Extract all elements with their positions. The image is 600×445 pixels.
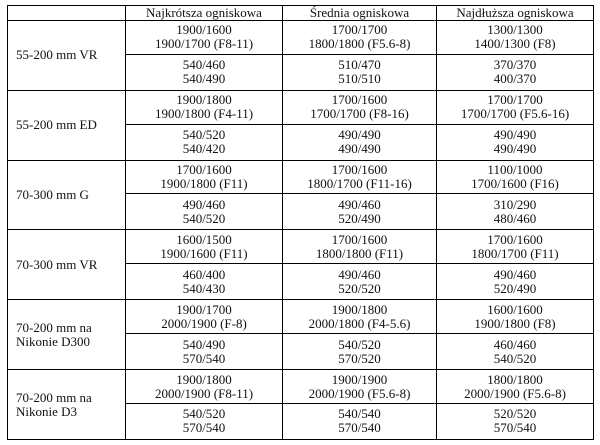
value-line: 540/490 [182, 71, 226, 87]
lens-name-cell: 55-200 mm ED [8, 90, 126, 160]
value-line: 460/460 [493, 336, 537, 352]
value-line: 1900/1600 (F11) [160, 245, 248, 261]
value-cell [283, 54, 437, 90]
value-cell [437, 300, 594, 334]
value-cell [283, 160, 437, 194]
value-line: 370/370 [493, 57, 537, 73]
header-row [8, 6, 594, 21]
value-line: 1800/1700 (F11) [471, 245, 559, 261]
value-cell [126, 334, 283, 370]
value-cell [126, 124, 283, 160]
value-line: 1800/1800 (F5.6-8) [308, 36, 411, 52]
value-line: 1700/1600 (F16) [471, 176, 559, 192]
value-line: 540/520 [182, 406, 226, 422]
value-cell [437, 21, 594, 55]
value-cell [437, 124, 594, 160]
value-line: 490/490 [493, 141, 537, 157]
value-line: 1900/1700 (F8-11) [154, 36, 254, 52]
value-line: 510/470 [338, 57, 381, 73]
value-line: 1700/1600 [487, 231, 543, 247]
table-row [8, 90, 594, 124]
value-line: 1700/1700 (F8-16) [310, 106, 409, 122]
value-cell [283, 403, 437, 439]
value-cell [437, 334, 594, 370]
table-row [8, 230, 594, 264]
value-cell [437, 403, 594, 439]
value-line: 540/520 [338, 336, 381, 352]
value-line: 1400/1300 (F8) [474, 36, 556, 52]
table-body [8, 21, 594, 440]
value-line: 460/400 [182, 266, 226, 282]
column-header-shortest: Najkrótsza ogniskowa [126, 6, 283, 21]
table-row [8, 21, 594, 55]
value-line: 1600/1500 [176, 231, 232, 247]
value-cell [126, 403, 283, 439]
value-line: 490/490 [493, 127, 537, 143]
value-cell [126, 300, 283, 334]
value-cell [283, 300, 437, 334]
value-cell [283, 370, 437, 404]
value-line: 1900/1800 [176, 92, 232, 108]
lens-name-cell: 70-300 mm VR [8, 230, 126, 300]
value-cell [283, 334, 437, 370]
value-line: 490/460 [338, 196, 381, 212]
value-line: 310/290 [493, 196, 537, 212]
value-line: 490/460 [338, 266, 381, 282]
column-header-longest: Najdłuższa ogniskowa [437, 6, 594, 21]
value-cell [283, 230, 437, 264]
value-line: 490/460 [493, 266, 537, 282]
value-cell [126, 194, 283, 230]
value-line: 480/460 [493, 210, 537, 226]
column-header-medium: Średnia ogniskowa [283, 6, 437, 21]
value-line: 1900/1800 [176, 371, 232, 387]
value-line: 1700/1600 [176, 162, 232, 178]
value-line: 1100/1000 [487, 162, 543, 178]
lens-name-cell: 70-200 mm na Nikonie D300 [8, 300, 126, 370]
value-cell [437, 370, 594, 404]
value-line: 540/520 [182, 210, 226, 226]
value-line: 510/510 [338, 71, 381, 87]
value-cell [437, 264, 594, 300]
value-line: 1900/1900 [331, 371, 388, 387]
value-line: 2000/1900 (F-8) [161, 315, 247, 331]
value-line: 1700/1700 [331, 22, 388, 38]
value-line: 490/490 [338, 141, 381, 157]
corner-cell [8, 6, 126, 21]
value-line: 2000/1900 (F8-11) [154, 385, 254, 401]
value-line: 1900/1800 (F4-11) [154, 106, 254, 122]
value-line: 1700/1600 [331, 162, 388, 178]
value-line: 490/460 [182, 196, 226, 212]
value-cell [126, 54, 283, 90]
value-line: 1800/1800 [487, 371, 543, 387]
resolution-table [7, 5, 594, 440]
value-line: 490/490 [338, 127, 381, 143]
lens-name-cell: 70-200 mm na Nikonie D3 [8, 370, 126, 440]
value-line: 2000/1900 (F5.6-8) [308, 385, 411, 401]
value-line: 540/430 [182, 280, 226, 296]
value-cell [283, 90, 437, 124]
value-cell [283, 194, 437, 230]
table-row [8, 300, 594, 334]
value-line: 1700/1700 (F5.6-16) [460, 106, 570, 122]
value-line: 520/490 [493, 280, 537, 296]
value-line: 520/520 [493, 406, 537, 422]
value-line: 1300/1300 [487, 22, 543, 38]
value-cell [437, 230, 594, 264]
value-line: 1700/1600 [331, 92, 388, 108]
lens-name-cell: 70-300 mm G [8, 160, 126, 230]
value-line: 570/540 [182, 350, 226, 366]
value-cell [126, 90, 283, 124]
value-line: 520/490 [338, 210, 381, 226]
value-cell [126, 21, 283, 55]
value-cell [437, 90, 594, 124]
value-line: 570/520 [338, 350, 381, 366]
value-cell [126, 264, 283, 300]
value-line: 1900/1600 [176, 22, 232, 38]
value-line: 400/370 [493, 71, 537, 87]
value-line: 1700/1600 [331, 231, 388, 247]
value-line: 1800/1800 (F11) [315, 245, 404, 261]
value-cell [126, 370, 283, 404]
value-line: 1900/1800 [331, 301, 388, 317]
value-line: 1800/1700 (F11-16) [307, 176, 412, 192]
value-line: 540/460 [182, 57, 226, 73]
value-line: 540/520 [493, 350, 537, 366]
value-line: 540/490 [182, 336, 226, 352]
value-line: 1700/1700 [487, 92, 543, 108]
value-line: 2000/1800 (F4-5.6) [308, 315, 411, 331]
value-line: 570/540 [338, 420, 381, 436]
value-cell [437, 160, 594, 194]
value-line: 1900/1800 (F8) [474, 315, 556, 331]
value-line: 520/520 [338, 280, 381, 296]
value-line: 1900/1800 (F11) [160, 176, 248, 192]
value-line: 1600/1600 [487, 301, 543, 317]
value-cell [437, 194, 594, 230]
value-cell [437, 54, 594, 90]
value-cell [283, 21, 437, 55]
value-line: 570/540 [493, 420, 537, 436]
value-line: 1900/1700 [176, 301, 232, 317]
value-line: 540/420 [182, 141, 226, 157]
table-row [8, 160, 594, 194]
table-row [8, 370, 594, 404]
value-cell [283, 264, 437, 300]
value-line: 540/540 [338, 406, 381, 422]
value-cell [126, 160, 283, 194]
value-line: 540/520 [182, 127, 226, 143]
value-cell [283, 124, 437, 160]
value-line: 2000/1900 (F5.6-8) [464, 385, 566, 401]
value-line: 570/540 [182, 420, 226, 436]
value-cell [126, 230, 283, 264]
lens-name-cell: 55-200 mm VR [8, 21, 126, 91]
